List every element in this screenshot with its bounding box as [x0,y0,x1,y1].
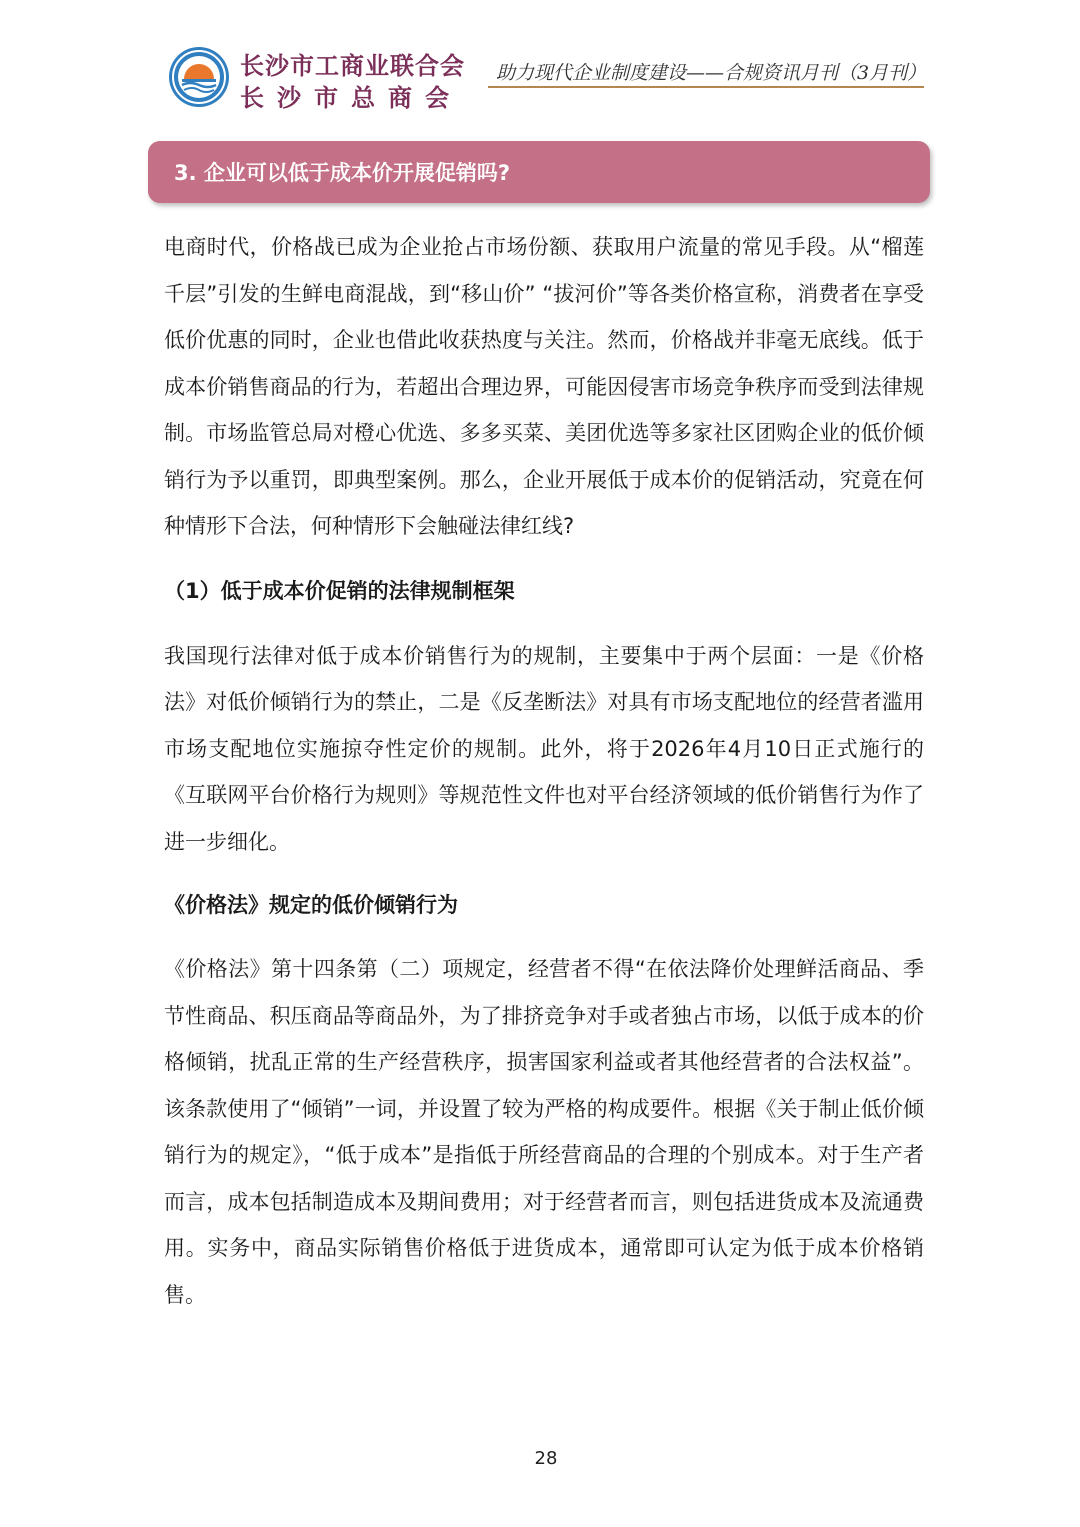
article-body [164,224,924,1318]
org-name-secondary: 长沙市总商会 [240,84,462,112]
legal-framework-paragraph: 我国现行法律对低于成本价销售行为的规制，主要集中于两个层面：一是《价格法》对低价倾销行为的禁止，二是《反垄断法》对具有市场支配地位的经营者滥用市场支配地位实施掠夺性定价的规制。此外，将于2026年4月10日正式施行的《互联网平台价格行为规则》等规范性文件也对平台经济领域的低价销售行为作了进一步细化。 [164,643,924,854]
chamber-logo-icon [168,46,230,108]
subheading-legal-framework: （1）低于成本价促销的法律规制框架 [164,578,515,603]
section-title: 3. 企业可以低于成本价开展促销吗? [174,161,511,185]
header-divider [488,86,924,88]
subheading-price-law: 《价格法》规定的低价倾销行为 [164,893,458,917]
org-name-primary: 长沙市工商业联合会 [240,52,465,80]
intro-paragraph: 电商时代，价格战已成为企业抢占市场份额、获取用户流量的常见手段。从“榴莲千层”引发的生鲜电商混战，到“移山价” “拔河价”等各类价格宣称，消费者在享受低价优惠的同时，企业也借此收获热度与关注。然而，价格战并非毫无底线。低于成本价销售商品的行为，若超出合理边界，可能因侵害市场竞争秩序而受到法律规制。市场监管总局对橙心优选、多多买菜、美团优选等多家社区团购企业的低价倾销行为予以重罚，即典型案例。那么，企业开展低于成本价的促销活动，究竟在何种情形下合法，何种情形下会触碰法律红线? [164,235,924,538]
publication-caption: 助力现代企业制度建设——合规资讯月刊（3月刊） [496,62,927,84]
page-header [0,0,1080,120]
section-banner [148,141,930,203]
price-law-paragraph: 《价格法》第十四条第（二）项规定，经营者不得“在依法降价处理鲜活商品、季节性商品、积压商品等商品外，为了排挤竞争对手或者独占市场，以低于成本的价格倾销，扰乱正常的生产经营秩序，损害国家利益或者其他经营者的合法权益”。该条款使用了“倾销”一词，并设置了较为严格的构成要件。根据《关于制止低价倾销行为的规定》，“低于成本”是指低于所经营商品的合理的个别成本。对于生产者而言，成本包括制造成本及期间费用；对于经营者而言，则包括进货成本及流通费用。实务中，商品实际销售价格低于进货成本，通常即可认定为低于成本价格销售。 [164,957,924,1307]
page-number: 28 [534,1448,558,1469]
